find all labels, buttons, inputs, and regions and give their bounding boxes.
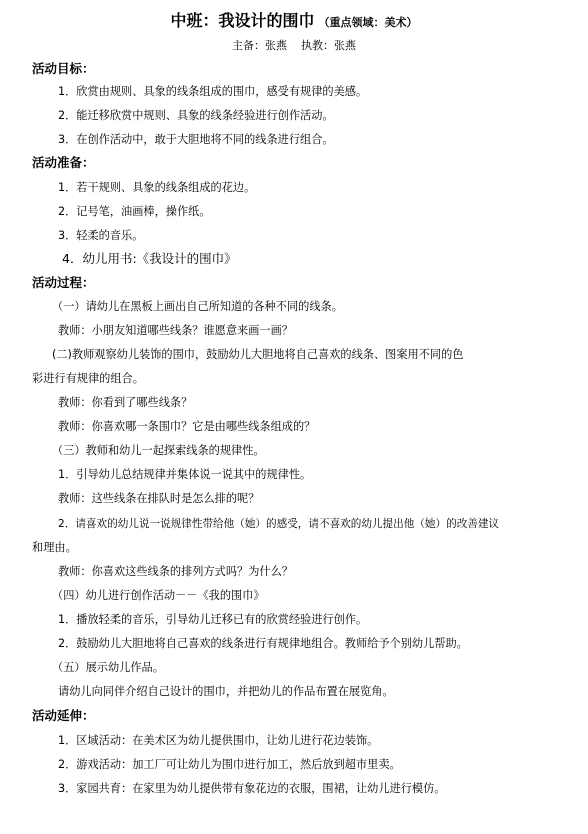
authors-line xyxy=(232,37,356,53)
process-line: 1．播放轻柔的音乐，引导幼儿迁移已有的欣赏经验进行创作。 xyxy=(58,613,368,626)
goal-item: 2．能迁移欣赏中规则、具象的线条经验进行创作活动。 xyxy=(58,109,334,122)
goals-heading: 活动目标： xyxy=(32,61,95,76)
title-row xyxy=(0,8,588,31)
process-line: 请幼儿向同伴介绍自己设计的围巾，并把幼儿的作品布置在展览角。 xyxy=(58,685,394,698)
extension-heading: 活动延伸： xyxy=(32,708,95,723)
process-line: 1．引导幼儿总结规律并集体说一说其中的规律性。 xyxy=(58,468,312,481)
process-line: 教师：小朋友知道哪些线条？谁愿意来画一画？ xyxy=(58,324,293,337)
goal-item: 3．在创作活动中，敢于大胆地将不同的线条进行组合。 xyxy=(58,133,334,146)
process-line: 2．请喜欢的幼儿说一说规律性带给他（她）的感受，请不喜欢的幼儿提出他（她）的改善建议 xyxy=(58,518,500,530)
process-line: 彩进行有规律的组合。 xyxy=(32,372,144,385)
main-author: 主备：张燕 xyxy=(232,39,287,52)
process-line: （四）幼儿进行创作活动－－《我的围巾》 xyxy=(52,589,265,602)
document-title: 中班：我设计的围巾 xyxy=(170,11,315,30)
process-line: 2．鼓励幼儿大胆地将自己喜欢的线条进行有规律地组合。教师给予个别幼儿帮助。 xyxy=(58,637,468,650)
process-line: 教师：你喜欢这些线条的排列方式吗？为什么？ xyxy=(58,565,293,578)
goal-item: 1．欣赏由规则、具象的线条组成的围巾，感受有规律的美感。 xyxy=(58,85,368,98)
teaching-author: 执教：张燕 xyxy=(301,39,356,52)
process-line: 和理由。 xyxy=(32,541,77,554)
extension-item: 1．区域活动：在美术区为幼儿提供围巾，让幼儿进行花边装饰。 xyxy=(58,734,379,747)
process-line: 教师：这些线条在排队时是怎么排的呢？ xyxy=(58,492,260,505)
title-note: （重点领域：美术） xyxy=(318,16,418,29)
process-line: (二)教师观察幼儿装饰的围巾，鼓励幼儿大胆地将自己喜欢的线条、图案用不同的色 xyxy=(52,348,464,361)
prep-heading: 活动准备： xyxy=(32,155,95,170)
process-heading: 活动过程： xyxy=(32,275,95,290)
process-line: （五）展示幼儿作品。 xyxy=(52,661,164,674)
process-line: 教师：你喜欢哪一条围巾？它是由哪些线条组成的？ xyxy=(58,420,316,433)
prep-item: 3．轻柔的音乐。 xyxy=(58,229,144,242)
prep-item: 4．幼儿用书:《我设计的围巾》 xyxy=(62,251,237,266)
extension-item: 3．家园共育：在家里为幼儿提供带有象花边的衣服，围裙，让幼儿进行模仿。 xyxy=(58,782,446,795)
prep-item: 2．记号笔，油画棒，操作纸。 xyxy=(58,205,211,218)
process-line: （三）教师和幼儿一起探索线条的规律性。 xyxy=(52,444,265,457)
process-line: （一）请幼儿在黑板上画出自己所知道的各种不同的线条。 xyxy=(52,300,343,313)
prep-item: 1．若干规则、具象的线条组成的花边。 xyxy=(58,181,256,194)
extension-item: 2．游戏活动：加工厂可让幼儿为围巾进行加工，然后放到超市里卖。 xyxy=(58,758,401,771)
process-line: 教师：你看到了哪些线条？ xyxy=(58,396,193,409)
